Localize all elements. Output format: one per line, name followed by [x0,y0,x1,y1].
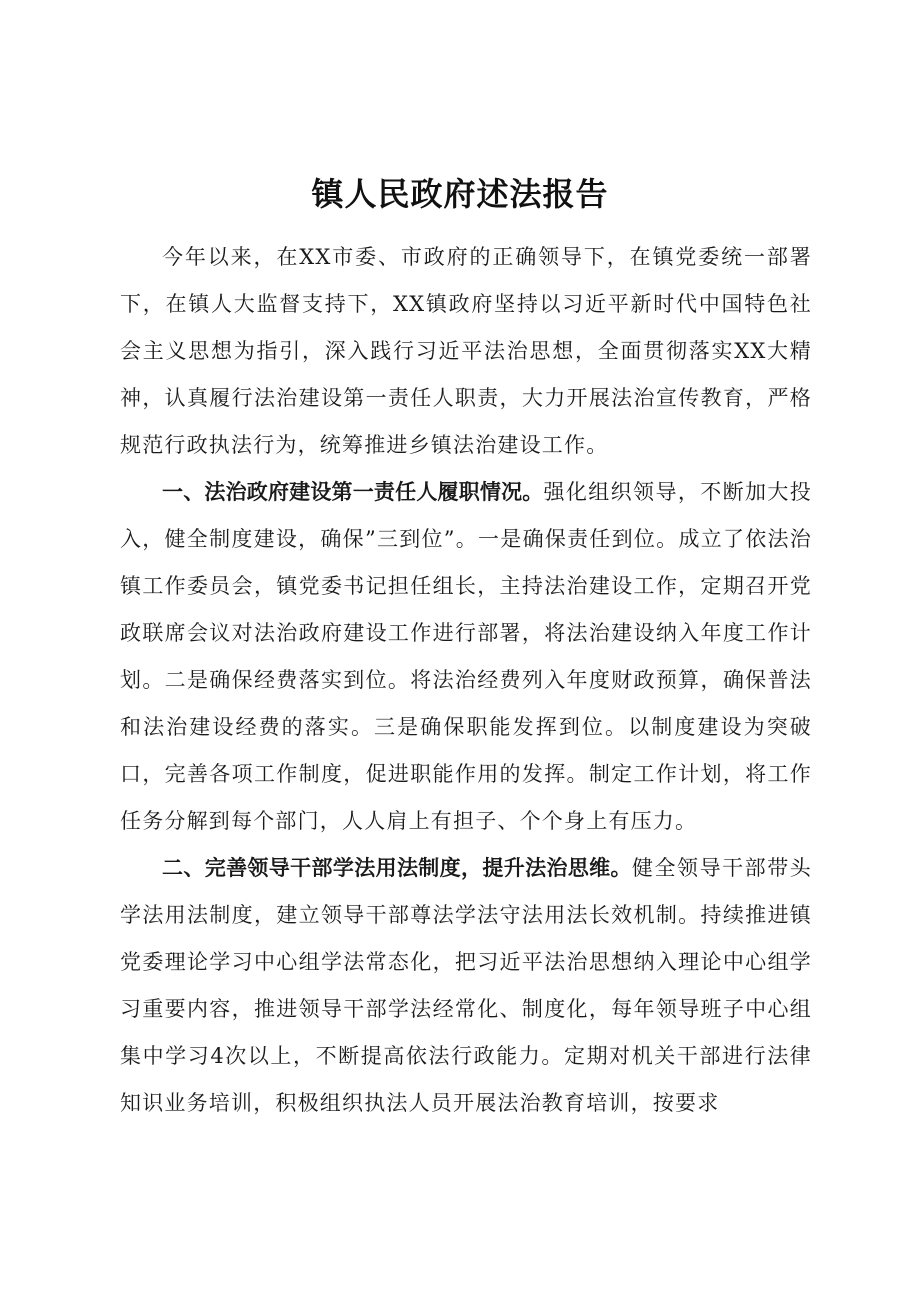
document-body [120,234,812,1127]
section-1-text: 强化组织领导，不断加大投入，健全制度建设，确保”三到位”。一是确保责任到位。成立了依法治镇工作委员会，镇党委书记担任组长，主持法治建设工作，定期召开党政联席会议对法治政府建设工作进行部署，将法治建设纳入年度工作计划。二是确保经费落实到位。将法治经费列入年度财政预算，确保普法和法治建设经费的落实。三是确保职能发挥到位。以制度建设为突破口，完善各项工作制度，促进职能作用的发挥。制定工作计划，将工作任务分解到每个部门，人人肩上有担子、个个身上有压力。 [120,480,813,833]
section-2-heading: 二、完善领导干部学法用法制度，提升法治思维。 [162,856,632,880]
paragraph-intro [120,234,812,469]
document-title: 镇人民政府述法报告 [311,175,609,213]
paragraph-section-2 [120,845,812,1127]
paragraph-section-1 [120,469,812,845]
paragraph-intro-text: 今年以来，在XX市委、市政府的正确领导下，在镇党委统一部署下，在镇人大监督支持下，XX镇政府坚持以习近平新时代中国特色社会主义思想为指引，深入践行习近平法治思想，全面贯彻落实XX大精神，认真履行法治建设第一责任人职责，大力开展法治宣传教育，严格规范行政执法行为，统筹推进乡镇法治建设工作。 [120,245,812,457]
section-2-text: 健全领导干部带头学法用法制度，建立领导干部尊法学法守法用法长效机制。持续推进镇党委理论学习中心组学法常态化，把习近平法治思想纳入理论中心组学习重要内容，推进领导干部学法经常化、制度化，每年领导班子中心组集中学习4次以上，不断提高依法行政能力。定期对机关干部进行法律知识业务培训，积极组织执法人员开展法治教育培训，按要求 [120,856,812,1115]
section-1-heading: 一、法治政府建设第一责任人履职情况。 [162,480,544,504]
